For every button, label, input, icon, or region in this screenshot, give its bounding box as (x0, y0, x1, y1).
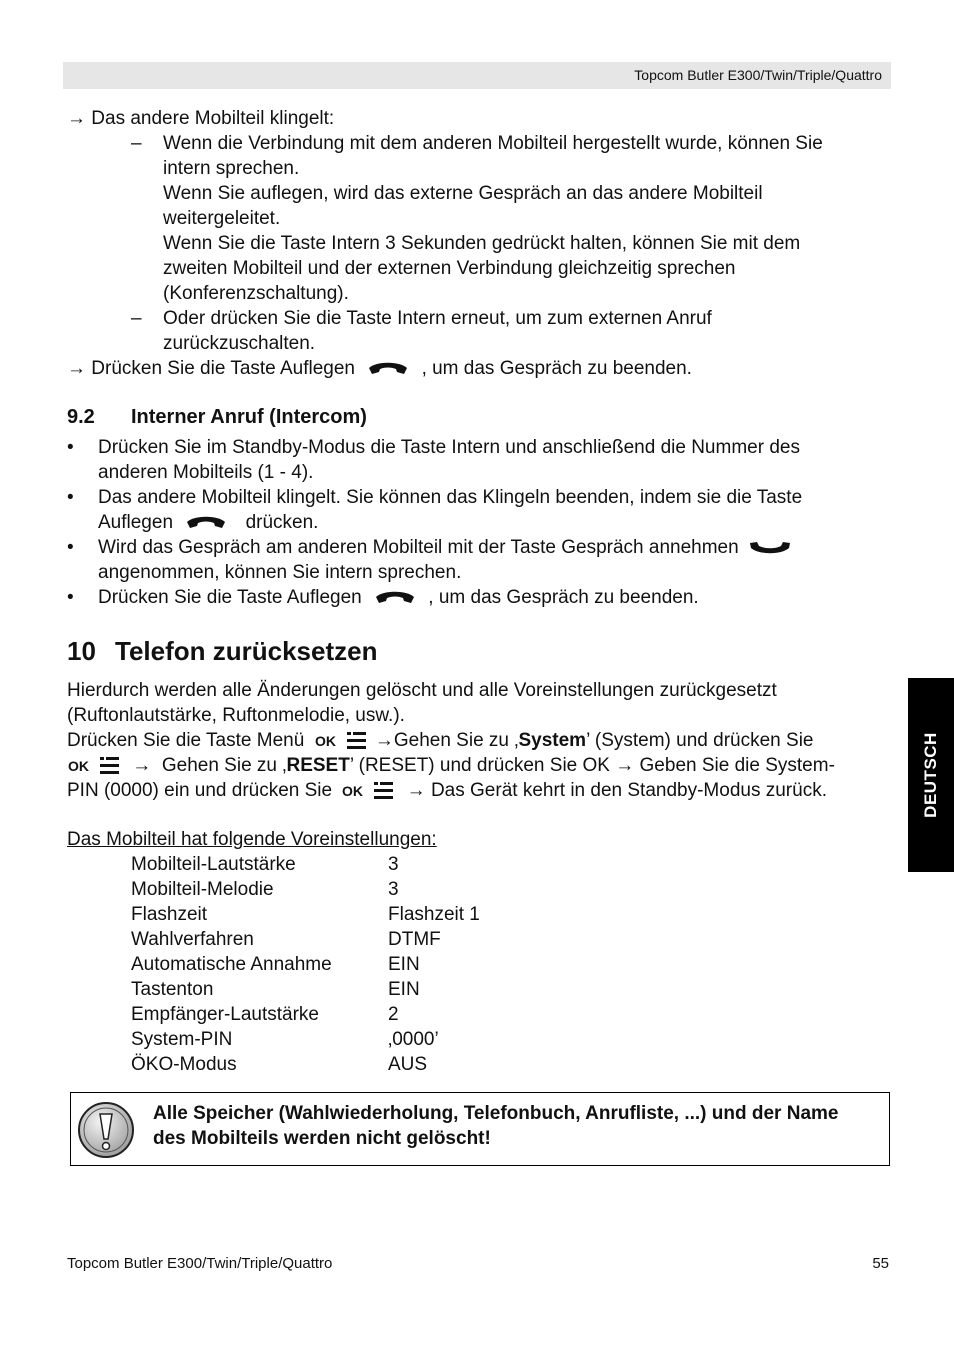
default-label: Mobilteil-Lautstärke (131, 854, 296, 875)
section-title: Interner Anruf (Intercom) (131, 406, 367, 428)
default-value: ‚0000’ (388, 1029, 439, 1050)
paragraph-line-4: → Gehen Sie zu ‚RESET’ (RESET) und drücken Sie OK → Geben Sie die System- (67, 753, 835, 778)
bullet1-line-2: anderen Mobilteils (1 - 4). (98, 462, 314, 483)
chapter-title: Telefon zurücksetzen (115, 636, 378, 666)
page-number: 55 (872, 1255, 889, 1272)
default-value: Flashzeit 1 (388, 904, 480, 925)
arrow-icon: → (406, 780, 426, 801)
defaults-heading: Das Mobilteil hat folgende Voreinstellungen: (67, 829, 437, 850)
note-box (70, 1092, 890, 1166)
dash1-line-7: (Konferenzschaltung). (163, 283, 349, 304)
bullet2-line-1: Das andere Mobilteil klingelt. Sie können das Klingeln beenden, indem sie die Taste (98, 487, 803, 508)
note-line-2: des Mobilteils werden nicht gelöscht! (153, 1128, 491, 1149)
bullet4-line-1: Drücken Sie die Taste Auflegen , um das Gespräch zu beenden. (98, 587, 699, 608)
dash-marker: – (131, 308, 142, 329)
paragraph-line-3: Drücken Sie die Taste Menü →Gehen Sie zu ‚System’ (System) und drücken Sie (67, 730, 814, 751)
intro-hangup-line: → Drücken Sie die Taste Auflegen , um das Gespräch zu beenden. (67, 358, 692, 379)
language-tab (908, 678, 954, 872)
arrow-icon: → (615, 755, 635, 776)
default-value: EIN (388, 979, 420, 1000)
default-label: Empfänger-Lautstärke (131, 1004, 319, 1025)
ok-menu-icon (67, 754, 123, 778)
bullet-marker: • (67, 537, 74, 558)
ok-menu-icon (341, 779, 397, 803)
default-label: Mobilteil-Melodie (131, 879, 274, 900)
arrow-icon: → (67, 358, 86, 379)
default-value: 3 (388, 854, 399, 875)
default-label: Automatische Annahme (131, 954, 332, 975)
note-line-1: Alle Speicher (Wahlwiederholung, Telefonbuch, Anrufliste, ...) und der Name (153, 1103, 839, 1124)
default-label: ÖKO-Modus (131, 1054, 237, 1075)
intro-line: → Das andere Mobilteil klingelt: (67, 108, 335, 129)
dash2-line-2: zurückzuschalten. (163, 333, 316, 354)
default-label: Wahlverfahren (131, 929, 254, 950)
dash1-line-4: weitergeleitet. (163, 208, 281, 229)
header-title: Topcom Butler E300/Twin/Triple/Quattro (634, 67, 882, 83)
hangup-phone-icon (366, 359, 410, 379)
language-tab-label: DEUTSCH (921, 732, 940, 818)
dash1-line-1: Wenn die Verbindung mit dem anderen Mobilteil hergestellt wurde, können Sie (163, 133, 823, 154)
default-value: EIN (388, 954, 420, 975)
answer-phone-icon (748, 540, 792, 556)
default-label: Flashzeit (131, 904, 208, 925)
dash1-line-2: intern sprechen. (163, 158, 300, 179)
bullet1-line-1: Drücken Sie im Standby-Modus die Taste Intern und anschließend die Nummer des (98, 437, 800, 458)
ok-menu-icon (314, 729, 370, 753)
dash2-line-1: Oder drücken Sie die Taste Intern erneut, um zum externen Anruf (163, 308, 712, 329)
default-label: System-PIN (131, 1029, 233, 1050)
arrow-icon: → (374, 730, 394, 751)
arrow-icon: → (132, 755, 152, 776)
bullet3-line-2: angenommen, können Sie intern sprechen. (98, 562, 462, 583)
dash1-line-3: Wenn Sie auflegen, wird das externe Gespräch an das andere Mobilteil (163, 183, 763, 204)
bullet-marker: • (67, 487, 74, 508)
section-number: 9.2 (67, 406, 95, 428)
default-value: AUS (388, 1054, 428, 1075)
arrow-icon: → (67, 108, 86, 129)
default-value: DTMF (388, 929, 441, 950)
hangup-phone-icon (184, 513, 228, 533)
default-label: Tastenton (131, 979, 214, 1000)
paragraph-line-2: (Ruftonlautstärke, Ruftonmelodie, usw.). (67, 705, 405, 726)
bullet-marker: • (67, 587, 74, 608)
dash1-line-6: zweiten Mobilteil und der externen Verbindung gleichzeitig sprechen (163, 258, 736, 279)
chapter-number: 10 (67, 636, 96, 666)
exclamation-icon (77, 1101, 135, 1159)
bullet2-line-2: Auflegen drücken. (98, 512, 319, 533)
default-value: 2 (388, 1004, 399, 1025)
default-value: 3 (388, 879, 399, 900)
dash-marker: – (131, 133, 142, 154)
dash1-line-5: Wenn Sie die Taste Intern 3 Sekunden gedrückt halten, können Sie mit dem (163, 233, 801, 254)
footer-title: Topcom Butler E300/Twin/Triple/Quattro (67, 1255, 333, 1272)
paragraph-line-1: Hierdurch werden alle Änderungen gelöscht und alle Voreinstellungen zurückgesetzt (67, 680, 777, 701)
hangup-phone-icon (373, 588, 417, 608)
bullet-marker: • (67, 437, 74, 458)
paragraph-line-5: PIN (0000) ein und drücken Sie → Das Gerät kehrt in den Standby-Modus zurück. (67, 780, 827, 801)
bullet3-line-1: Wird das Gespräch am anderen Mobilteil mit der Taste Gespräch annehmen (98, 535, 792, 560)
